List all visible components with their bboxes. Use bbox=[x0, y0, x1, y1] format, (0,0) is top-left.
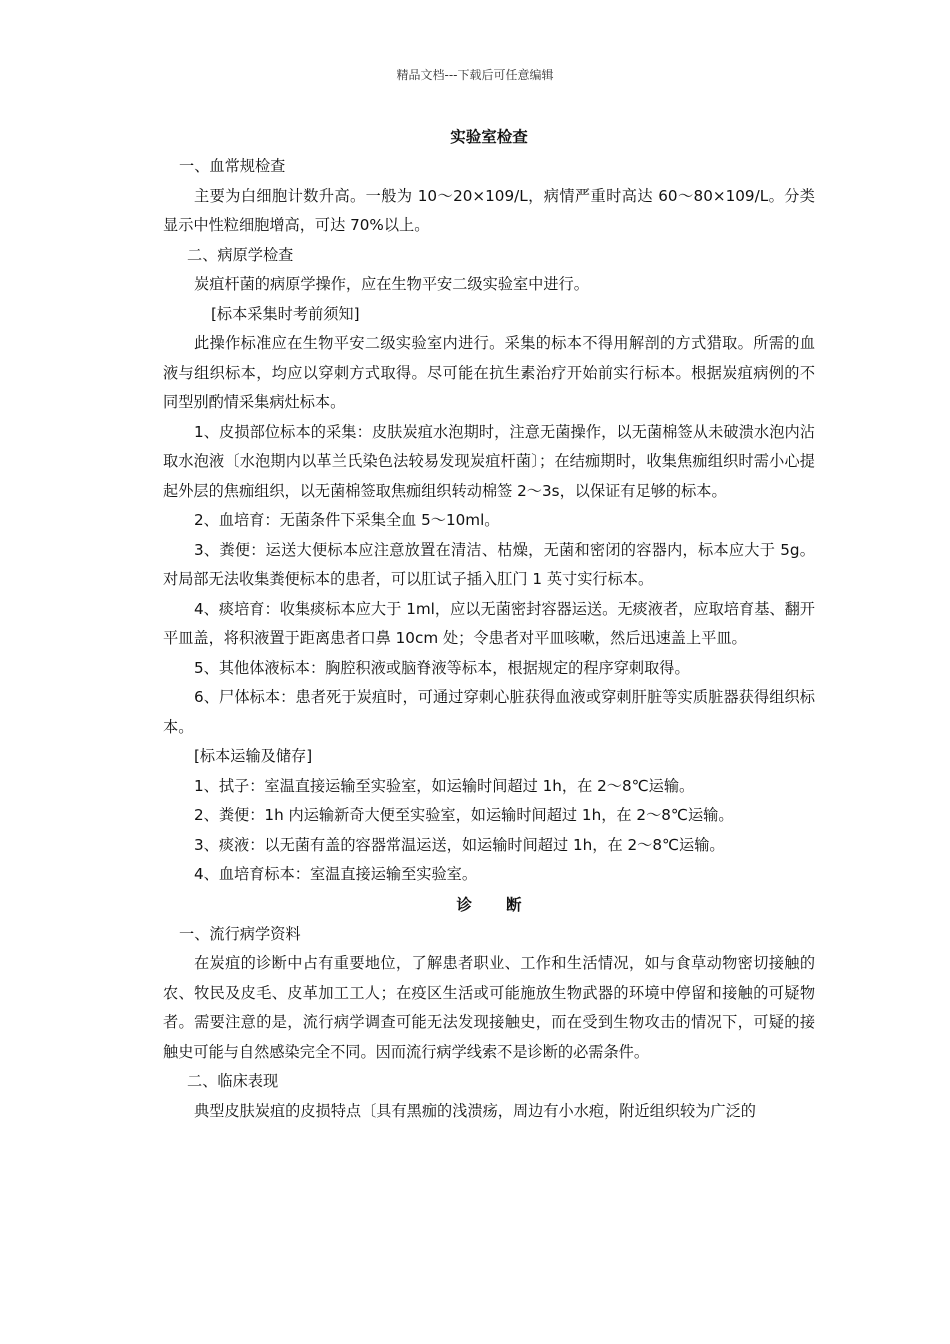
page-header: 精品文档---下载后可任意编辑 bbox=[396, 68, 554, 82]
transport-item: 3、痰液：以无菌有盖的容器常温运送，如运输时间超过 1h，在 2～8℃运输。 bbox=[194, 835, 725, 854]
epidemiology-text: 在炭疽的诊断中占有重要地位，了解患者职业、工作和生活情况，如与食草动物密切接触的农、牧民及皮毛、皮革加工工人；在疫区生活或可能施放生物武器的环境中停留和接触的可疑物者。需要注意的是，流行病学调查可能无法发现接触史，而在受到生物攻击的情况下，可疑的接触史可能与自然感染完全不同。因而流行病学线索不是诊断的必需条件。 bbox=[163, 954, 815, 1061]
collection-notes-text: 此操作标准应在生物平安二级实验室内进行。采集的标本不得用解剖的方式猎取。所需的血液与组织标本，均应以穿刺方式取得。尽可能在抗生素治疗开始前实行标本。根据炭疽病例的不同型别酌情采集病灶标本。 bbox=[163, 334, 815, 411]
transport-item: 2、粪便：1h 内运输新奇大便至实验室，如运输时间超过 1h，在 2～8℃运输。 bbox=[194, 806, 734, 824]
etiology-heading: 二、病原学检查 bbox=[187, 245, 294, 264]
document-body bbox=[163, 122, 815, 1126]
etiology-text: 炭疽杆菌的病原学操作，应在生物平安二级实验室中进行。 bbox=[194, 275, 589, 293]
collection-item: 5、其他体液标本：胸腔积液或脑脊液等标本，根据规定的程序穿刺取得。 bbox=[194, 658, 690, 677]
blood-routine-heading: 一、血常规检查 bbox=[179, 157, 286, 175]
collection-item: 6、尸体标本：患者死于炭疽时，可通过穿刺心脏获得血液或穿刺肝脏等实质脏器获得组织标本。 bbox=[163, 688, 815, 736]
transport-heading: [标本运输及储存] bbox=[194, 747, 313, 765]
blood-routine-text: 主要为白细胞计数升高。一般为 10～20×109/L，病情严重时高达 60～80×109/L。分类显示中性粒细胞增高，可达 70%以上。 bbox=[163, 186, 815, 234]
transport-item: 1、拭子：室温直接运输至实验室，如运输时间超过 1h，在 2～8℃运输。 bbox=[194, 776, 695, 795]
clinical-heading: 二、临床表现 bbox=[187, 1072, 279, 1090]
collection-item: 3、粪便：运送大便标本应注意放置在清洁、枯燥，无菌和密闭的容器内，标本应大于 5g。对局部无法收集粪便标本的患者，可以肛试子插入肛门 1 英寸实行标本。 bbox=[163, 540, 815, 588]
collection-item: 2、血培育：无菌条件下采集全血 5～10ml。 bbox=[194, 511, 500, 529]
collection-item: 4、痰培育：收集痰标本应大于 1ml，应以无菌密封容器运送。无痰液者，应取培育基、翻开平皿盖，将积液置于距离患者口鼻 10cm 处；令患者对平皿咳嗽，然后迅速盖上平皿。 bbox=[163, 599, 815, 647]
lab-exam-title: 实验室检查 bbox=[450, 128, 528, 146]
collection-item: 1、皮损部位标本的采集：皮肤炭疽水泡期时，注意无菌操作，以无菌棉签从未破溃水泡内沾取水泡液〔水泡期内以革兰氏染色法较易发现炭疽杆菌〕；在结痂期时，收集焦痂组织时需小心提起外层的焦痂组织，以无菌棉签取焦痂组织转动棉签 2～3s，以保证有足够的标本。 bbox=[163, 422, 815, 500]
transport-item: 4、血培育标本：室温直接运输至实验室。 bbox=[194, 865, 478, 883]
diagnosis-title: 诊断 bbox=[456, 895, 556, 914]
clinical-text: 典型皮肤炭疽的皮损特点〔具有黑痂的浅溃疡，周边有小水疱，附近组织较为广泛的 bbox=[194, 1101, 756, 1120]
collection-notes-heading: [标本采集时考前须知] bbox=[211, 304, 360, 323]
epidemiology-heading: 一、流行病学资料 bbox=[179, 924, 301, 943]
